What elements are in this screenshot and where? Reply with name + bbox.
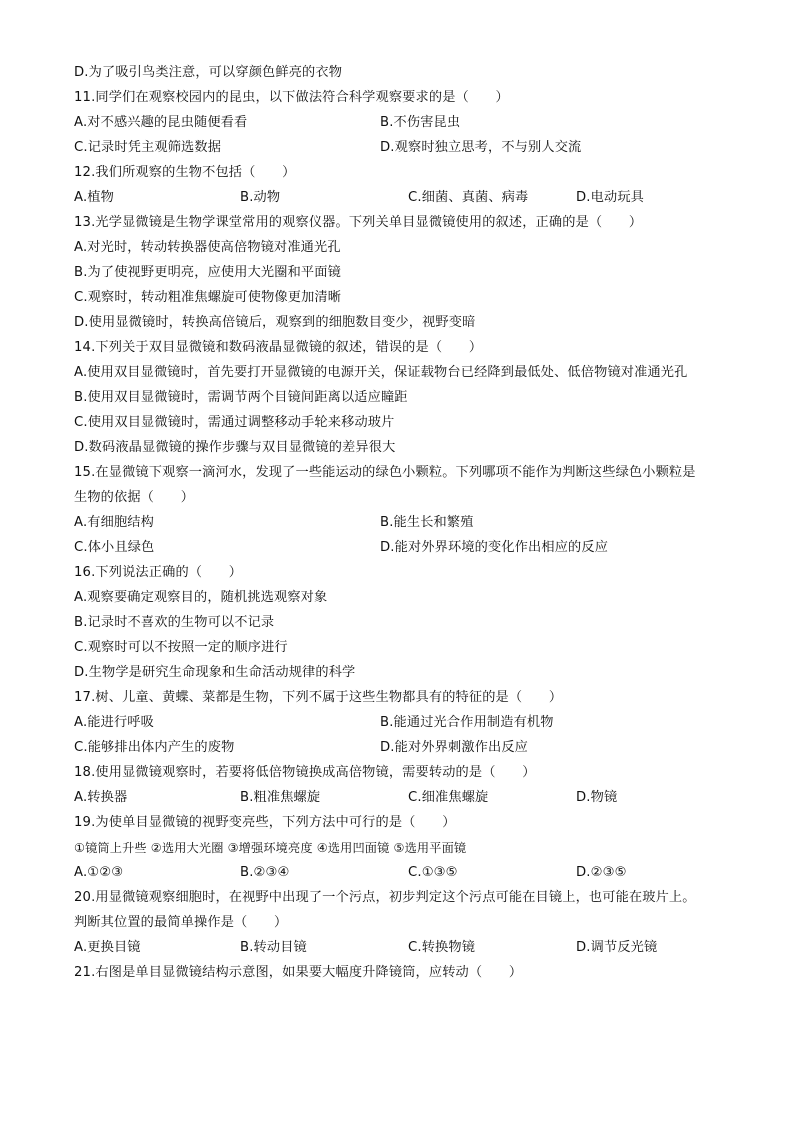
q18-option-c: C.细准焦螺旋 [408, 790, 489, 805]
question-21: 21.右图是单目显微镜结构示意图，如果要大幅度升降镜筒，应转动（ ） [74, 965, 523, 980]
q20-option-a: A.更换目镜 [74, 940, 141, 955]
question-13: 13.光学显微镜是生物学课堂常用的观察仪器。下列关单目显微镜使用的叙述，正确的是（ ） [74, 215, 643, 230]
q17-option-c: C.能够排出体内产生的废物 [74, 740, 235, 755]
q15-option-b: B.能生长和繁殖 [380, 515, 474, 530]
q16-option-d: D.生物学是研究生命现象和生命活动规律的科学 [74, 665, 356, 680]
q19-option-d: D.②③⑤ [576, 865, 627, 880]
question-15-continued: 生物的依据（ ） [74, 490, 195, 505]
q15-option-d: D.能对外界环境的变化作出相应的反应 [380, 540, 609, 555]
q14-option-a: A.使用双目显微镜时，首先要打开显微镜的电源开关，保证载物台已经降到最低处、低倍物镜对准通光孔 [74, 365, 688, 380]
q18-option-d: D.物镜 [576, 790, 618, 805]
q19-option-c: C.①③⑤ [408, 865, 458, 880]
q20-option-c: C.转换物镜 [408, 940, 476, 955]
q11-option-c: C.记录时凭主观筛选数据 [74, 140, 222, 155]
q17-option-b: B.能通过光合作用制造有机物 [380, 715, 554, 730]
question-15: 15.在显微镜下观察一滴河水，发现了一些能运动的绿色小颗粒。下列哪项不能作为判断这些绿色小颗粒是 [74, 465, 696, 480]
q13-option-c: C.观察时，转动粗准焦螺旋可使物像更加清晰 [74, 290, 342, 305]
q10-option-d: D.为了吸引鸟类注意，可以穿颜色鲜亮的衣物 [74, 65, 343, 80]
q13-option-b: B.为了使视野更明亮，应使用大光圈和平面镜 [74, 265, 341, 280]
q11-option-b: B.不伤害昆虫 [380, 115, 461, 130]
q13-option-a: A.对光时，转动转换器使高倍物镜对准通光孔 [74, 240, 341, 255]
q18-option-a: A.转换器 [74, 790, 128, 805]
q18-option-b: B.粗准焦螺旋 [240, 790, 321, 805]
q14-option-d: D.数码液晶显微镜的操作步骤与双目显微镜的差异很大 [74, 440, 396, 455]
q15-option-c: C.体小且绿色 [74, 540, 155, 555]
q11-option-d: D.观察时独立思考，不与别人交流 [380, 140, 582, 155]
question-20-continued: 判断其位置的最简单操作是（ ） [74, 915, 288, 930]
q12-option-d: D.电动玩具 [576, 190, 644, 205]
q11-option-a: A.对不感兴趣的昆虫随便看看 [74, 115, 248, 130]
q12-option-c: C.细菌、真菌、病毒 [408, 190, 529, 205]
question-12: 12.我们所观察的生物不包括（ ） [74, 165, 296, 180]
question-14: 14.下列关于双目显微镜和数码液晶显微镜的叙述，错误的是（ ） [74, 340, 483, 355]
q19-option-a: A.①②③ [74, 865, 124, 880]
q16-option-c: C.观察时可以不按照一定的顺序进行 [74, 640, 288, 655]
q17-option-d: D.能对外界刺激作出反应 [380, 740, 529, 755]
q14-option-b: B.使用双目显微镜时，需调节两个目镜间距离以适应瞳距 [74, 390, 408, 405]
question-16: 16.下列说法正确的（ ） [74, 565, 243, 580]
q14-option-c: C.使用双目显微镜时，需通过调整移动手轮来移动玻片 [74, 415, 395, 430]
q17-option-a: A.能进行呼吸 [74, 715, 154, 730]
q20-option-d: D.调节反光镜 [576, 940, 658, 955]
q19-statements: ①镜筒上升些 ②选用大光圈 ③增强环境亮度 ④选用凹面镜 ⑤选用平面镜 [74, 841, 467, 855]
q16-option-a: A.观察要确定观察目的，随机挑选观察对象 [74, 590, 328, 605]
q12-option-b: B.动物 [240, 190, 281, 205]
q15-option-a: A.有细胞结构 [74, 515, 154, 530]
question-20: 20.用显微镜观察细胞时，在视野中出现了一个污点，初步判定这个污点可能在目镜上，也可能在玻片上。 [74, 890, 696, 905]
q20-option-b: B.转动目镜 [240, 940, 307, 955]
q13-option-d: D.使用显微镜时，转换高倍镜后，观察到的细胞数目变少，视野变暗 [74, 315, 476, 330]
question-19: 19.为使单目显微镜的视野变亮些，下列方法中可行的是（ ） [74, 815, 456, 830]
q19-option-b: B.②③④ [240, 865, 290, 880]
q16-option-b: B.记录时不喜欢的生物可以不记录 [74, 615, 275, 630]
question-17: 17.树、儿童、黄蝶、菜都是生物，下列不属于这些生物都具有的特征的是（ ） [74, 690, 563, 705]
q12-option-a: A.植物 [74, 190, 114, 205]
question-11: 11.同学们在观察校园内的昆虫，以下做法符合科学观察要求的是（ ） [74, 90, 509, 105]
question-18: 18.使用显微镜观察时，若要将低倍物镜换成高倍物镜，需要转动的是（ ） [74, 765, 536, 780]
